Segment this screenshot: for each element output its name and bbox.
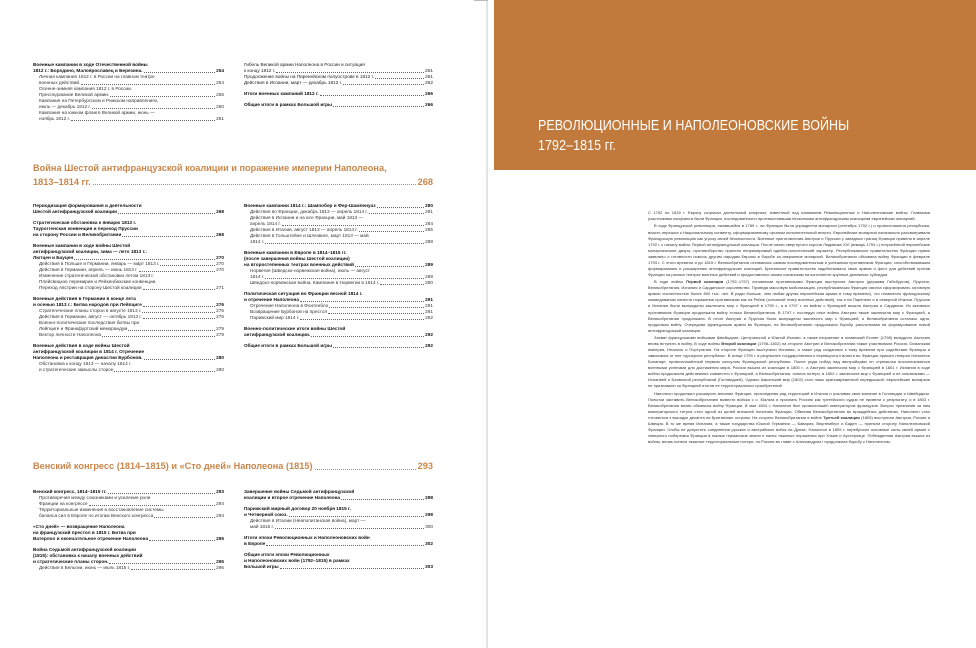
p4-lead: Захват французскими войсками Швейцарии, Центральной и Южной Италии, а также вторжение в османский Египет (1798) вынудило Австрию вновь вступить в войну. В ходе войны [648,335,930,347]
toc-entry[interactable] [33,116,224,122]
toc-entry-page: 260 [216,104,224,109]
p5-rest: (1805) выступили Австрия, Россия и Швеция. В то же время Испания, а также государства Южной Германии — Бавария, Вюртемберг и Баден — приняли сторону Наполеоновской Франции. Чтобы не допустить соединения русских и австрийских войск на Дунае, Наполеон в 1805 г. перебросил основные силы своей армии с северного побережья Франции в южные германские земли и нанес тяжелые поражения при Ульме и Аустерлице. Побежденная Австрия вышла из войны, вновь понеся тяжелые территориальные потери, но Россия во главе с Александром I продолжила борьбу с Наполеоном. [648,415,931,445]
chapter-paragraph-5 [648,391,930,445]
toc-leader-dots [289,516,425,517]
toc-entry[interactable] [244,564,433,570]
toc-entry-title: антифранцузской коалиции. [244,332,311,337]
toc-page [0,0,486,648]
toc-entry-title: июль — декабрь 1812 г. [39,104,91,109]
toc-leader-dots [320,95,424,96]
toc-leader-dots [144,72,216,73]
toc-entry-title: в Европе [244,541,266,546]
toc-top-left [33,62,224,122]
toc-entry-page: 285 [425,227,433,232]
toc-leader-dots [81,84,215,85]
toc-leader-dots [333,347,424,348]
toc-s2-left [33,489,224,571]
p5-lead: Наполеон продолжил расширять влияние Франции, присоединяя ряд территорий в Италии и усиливая свое влияние в Голландии и Швейцарии. Попытки заставить Великобританию вывести войска с о. Мальта и признать Россию как третейского судью не привели к результату, и в 1803 г. Великобритания вновь объявила войну Франции. В мае 1804 г. Наполеон был провозглашён императором французов. Вопрос признания за ним императорского титула стал одной из целей внешней политики Франции. Обвиняя Великобританию во враждебных действиях, Наполеон стал готовиться к высадке десанта на Британские острова. На стороне Великобритании в войне [648,390,930,421]
toc-entry-title: Действия в Бельгии, июнь — июль 1815 г. [39,565,131,570]
toc-entry-page: 279 [216,326,224,331]
toc-leader-dots [329,307,424,308]
toc-entry-title: Общие итоги в рамках Большой игры [244,102,333,107]
toc-entry-title: Изменение стратегической обстановки летом 1813 г. [39,273,154,278]
toc-entry-title: на сторону России и Великобритании [33,232,122,237]
toc-entry-title: Парижский мирный договор 20 ноября 1815 г. [244,506,351,511]
toc-leader-dots [333,106,424,107]
toc-leader-dots [143,306,215,307]
toc-entry-page: 291 [425,297,433,302]
toc-top-right [244,62,433,108]
toc-entry-title: баланса сил в Европе по итогам Венского конгресса [39,513,154,518]
toc-entry-page: 255 [216,92,224,97]
toc-entry-title: Военные действия в ходе войны Шестой [33,343,130,348]
toc-entry-page: 288 [425,239,433,244]
chapter-title-line1: РЕВОЛЮЦИОННЫЕ И НАПОЛЕОНОВСКИЕ ВОЙНЫ [538,118,850,134]
toc-entry-page: 268 [216,209,224,214]
toc-entry-page: 270 [216,261,224,266]
toc-entry-title: Продолжение войны на Пиренейском полуострове в 1812 г. [244,74,375,79]
p4-bold-term: Второй коалиции [721,341,757,347]
toc-entry-title: Тауроггенская конвенция и переход Пруссии [33,226,138,231]
toc-entry-page: 280 [425,203,433,208]
toc-leader-dots [92,108,215,109]
toc-entry-page: 291 [425,309,433,314]
toc-entry-title: Итоги эпохи Революционных и Наполеоновских войн [244,535,370,540]
toc-leader-dots [265,243,424,244]
toc-leader-dots [154,517,215,518]
toc-leader-dots [142,312,215,313]
toc-s1-left [33,203,224,373]
section-title-2-page: 293 [417,461,433,471]
toc-entry-title: Норвегия (Шведско-норвежская война), июль — август [250,268,370,273]
toc-leader-dots [355,266,424,267]
toc-entry-page: 292 [425,315,433,320]
toc-entry-title: Личная кампания 1812 г. в России на главном театре [39,74,155,79]
toc-entry-title: Военные кампании в ходе Отечественной войны [33,62,148,67]
toc-leader-dots [131,569,215,570]
toc-entry-page: 300 [425,524,433,529]
toc-entry-title: Общие итоги эпохи Революционных [244,552,330,557]
toc-entry-title: Обстановка к концу 1813 — началу 1814 г. [39,361,132,366]
toc-leader-dots [280,568,425,569]
toc-entry-title: и отречение Наполеона [244,297,299,302]
toc-entry-title: (1815): обстановка к началу военных действий [33,553,143,558]
toc-entry-page: 261 [425,74,433,79]
toc-entry-title: антифранцузской коалиции, зима — лето 1813 г.: [33,249,147,254]
toc-leader-dots [108,493,216,494]
toc-entry-title: Лейпциге и Франкфуртский меморандум [39,326,128,331]
toc-leader-dots [266,545,424,546]
toc-entry-title: и стратегические замыслы сторон [39,367,114,372]
toc-entry-page: 276 [216,314,224,319]
toc-entry-page: 276 [216,302,224,307]
p3-rest: (1792–1797) основными противниками Франции выступили Австрия (держава Габсбургов), Пруссия, Великобритания, Испания и Сардинское королевство. Проведя массовую мобилизацию, республиканская Франция смогла сформировать огромную армию численностью более 800 тыс. чел. В ряды больше, чем любая другая европейская армия в тому времени), что позволило французскому командованию нанести поражения противникам как на Рейне (основной театр военных действий), так и на Пиренеях и в северной Италии. Пруссия и Испания были вынуждены заключить мир с Францией в 1795 г., а в 1797 г. из войны с Францией вышли Австрия и Сардиния. Из активных противников Франции продолжала войну только Великобритания. В 1797 г. исследуя опыт войны Австрия также заключила мир с Францией, а Великобритания продолжала. В итоге Австрия и Пруссия были вынуждены заключить мир с Францией, и Великобритания осталась одна, продолжая войну. Очередная французская армия во Франции, на Великобританию продолжала борьбу, рассчитывая на формирование новой антифранцузской коалиции. [648,279,930,333]
toc-entry-title: Парижский мир 1814 г. [250,315,300,320]
toc-entry-title: коалиции и второе отречение Наполеона [244,495,341,500]
toc-leader-dots [102,336,215,337]
toc-entry-page: 291 [425,303,433,308]
toc-entry-page: 298 [425,495,433,500]
p4-rest: (1798–1802) на стороне Австрии и Великобритании также участвовали Россия, Османская империя, Неаполь и Португалия. На стороне Франции выступили Испания, а также ряд созданных к тому времени при содействии Франции и зависимых от нее «дочерних республик». В конце 1799 г. в результате государственного переворота к власти во Франции пришел генерал Наполеон Бонапарт, провозглашённый первым консулом Французской республики. После ряда побед над австрийцами он стремился воспользоваться военными успехами для достижения мира. Россия вышла из коалиции в 1800 г., а Австрия заключила мир с Францией в 1801 г. Испания в ходе войны продолжала действовать совместно с Францией, а Великобритания, понеся потери, в 1802 г. заключила мир с Францией и ее союзниками — Испанией и Батавской республикой (Голландией). Однако Амьенский мир (1802) стал лишь кратковременной передышкой: европейские монархии не признавали за Францией итогов ее территориальных приобретений. [648,341,931,389]
toc-entry-page: 295 [216,536,224,541]
toc-leader-dots [139,271,216,272]
toc-entry-title: Действия в Испании и на юге Франции, май 1813 — [250,215,364,220]
toc-entry-page: 302 [425,541,433,546]
toc-leader-dots [328,313,424,314]
toc-entry-title: Гибель Великой армии Наполеона в России и ситуация [244,62,365,67]
toc-leader-dots [282,225,424,226]
chapter-paragraph-3 [648,279,930,333]
toc-entry-title: Военные кампании 1814 г.: Шампобер и Фер-Шампенуаз [244,203,376,208]
p5-bold-term: Третьей коалиции [823,415,860,421]
toc-leader-dots [343,84,424,85]
toc-entry-title: 1814 г. [250,274,265,279]
toc-entry-title: Действия в Италии, август 1813 — апрель 1814 г. [250,227,358,232]
toc-entry-title: Шестой антифранцузской коалиции [33,209,117,214]
toc-entry-page: 276 [216,308,224,313]
toc-leader-dots [149,540,215,541]
toc-entry-title: апрель 1814 г. [250,221,281,226]
chapter-page [488,0,976,648]
toc-leader-dots [74,259,215,260]
toc-entry-page: 270 [216,267,224,272]
toc-entry-title: Лютцен и Бауцен [33,255,74,260]
toc-leader-dots [118,213,215,214]
toc-entry-title: Отречение Наполеона в Фонтенбло [250,303,329,308]
toc-entry-title: Преследование Великой армии. [39,92,110,97]
toc-entry-title: Возвращение Бурбонов на престол [250,309,328,314]
toc-entry-title: на второстепенных театрах военных действий [244,262,354,267]
toc-entry-page: 280 [216,367,224,372]
toc-entry[interactable] [244,343,433,349]
toc-leader-dots [375,78,424,79]
chapter-paragraph-1: С 1792 по 1815 г. Европу сотрясал длительный конфликт, известный под названием Революционные и Наполеоновские войны. Главными участниками конфликта были Франция, последовательно противостоявшая нескольким антифранцузским коалициям европейских монархий. [648,210,930,222]
toc-entry-page: 270 [216,255,224,260]
toc-entry-title: Вектор личности Наполеона [39,332,102,337]
toc-entry-title: Стратегические планы сторон в августе 1813 г. [39,308,142,313]
toc-entry-title: Кампания на Петербургском и Рижском направлениях, [39,98,159,103]
toc-entry-title: Военно-политические последствия битвы при [39,320,140,325]
toc-entry-title: Действия в Германии, август — октябрь 1813 г. [39,314,142,319]
p3-lead: В ходе войны [654,279,684,285]
p3-bold-term: Первой коалиции [686,279,724,285]
toc-entry-title: Действия во Франции, декабрь 1813 — апрель 1814 г. [250,209,368,214]
toc-entry-page: 294 [216,501,224,506]
toc-leader-dots [265,278,424,279]
toc-entry-page: 303 [425,564,433,569]
toc-leader-dots [109,563,215,564]
toc-leader-dots [160,265,215,266]
toc-leader-dots [300,301,424,302]
toc-leader-dots [71,120,215,121]
toc-leader-dots [369,213,424,214]
toc-entry-title: Завершение войны Седьмой антифранцузской [244,489,355,494]
toc-entry-page: 289 [425,262,433,267]
toc-leader-dots [311,336,424,337]
toc-entry-title: Франции на конгрессе [39,501,88,506]
toc-leader-dots [275,528,424,529]
toc-entry-title: май 1815 г. [250,524,274,529]
toc-entry-title: Осенне-зимняя кампания 1812 г. в России. [39,86,133,91]
toc-entry-title: Политическая ситуация во Франции весной 1814 г. [244,291,363,296]
toc-entry-page: 289 [425,274,433,279]
toc-entry[interactable] [33,367,224,373]
toc-entry-page: 293 [216,489,224,494]
toc-leader-dots [110,96,215,97]
toc-entry-page: 292 [425,343,433,348]
toc-leader-dots [144,359,216,360]
toc-leader-dots [380,284,424,285]
toc-entry-page: 294 [216,513,224,518]
toc-entry[interactable] [33,565,224,571]
toc-entry-title: Действия в Гольштейне и Шлезвиге, март 1813 — май [250,233,369,238]
chapter-paragraph-4 [648,335,930,389]
toc-entry-page: 295 [216,559,224,564]
toc-entry-title: Итоги военных кампаний 1812 г. [244,91,319,96]
chapter-title-line2: 1792–1815 гг. [538,138,617,154]
toc-entry-title: Общие итоги в рамках Большой игры [244,343,333,348]
toc-entry-title: «Сто дней» — возвращение Наполеона [33,524,125,529]
toc-entry-title: и Четверной союз. [244,512,288,517]
toc-leader-dots [300,319,424,320]
toc-entry-title: Периодизация формирования и деятельности [33,203,142,208]
toc-entry-title: Действия в Испании, март — декабрь 1812 г. [244,80,343,85]
toc-entry-title: и Наполеоновских войн (1792–1815) в рамках [244,558,350,563]
toc-entry-title: Действия в Италии (Неаполитанская война), март — [250,518,366,523]
toc-leader-dots [143,289,216,290]
toc-entry-title: Война Седьмой антифранцузской коалиции [33,547,137,552]
chapter-paragraph-2: В ходе Французской революции, начавшейся в 1789 г., во Франции была упразднена монархия (сентябрь 1792 г.) и провозглашена республика, власть перешла к Национальному конвенту, сформированному органом исполнительной власти. Европейские монархии изначально рассматривали Французскую революцию как угрозу своей безопасности. Военные приготовления Австрии и Пруссии у западных границ Франции привели в апреле 1792 г. к началу войны Первой антифранцузской коалиции. После казни свергнутого короля Людовика XVI (январь 1793 г.) потрясённой европейские монархические дворы, противоборство приняло непримиримый идейно-политический характер. Республиканское правительство Франции прямо заявляло о готовности помочь другим народам Европы в борьбе за свержение монархий. Великобритания объявила войну Франции в феврале 1793 г. С этого времени и до 1815 г. Великобритания оставалась самым последовательным и успешным противником Франции, способствовавшим формированию и расширению антифранцузских коалиций. Британское правительство задействовало свою армию и флот для действий против Франции на разных театрах военных действий и предоставляло своим союзникам на континенте крупные денежные субсидии. [648,223,930,277]
toc-entry-page: 271 [216,285,224,290]
toc-entry-title: Кампания на южном фланге Великой армии, июнь — [39,110,155,115]
toc-entry-page: 284 [425,221,433,226]
toc-s2-right [244,489,433,570]
toc-entry-page: 254 [216,68,224,73]
toc-entry-page: 261 [216,116,224,121]
toc-entry-title: Наполеона и реставрация династии Бурбонов. [33,355,143,360]
toc-entry-title: (после завершения войны Шестой коалиции) [244,256,350,261]
toc-entry-title: военных действий. [39,80,81,85]
chapter-title [538,116,849,156]
toc-entry-title: Стратегическая обстановка к январю 1813 г. [33,220,137,225]
toc-entry-page: 266 [425,102,433,107]
toc-entry-title: Венский конгресс, 1814–1815 гг. [33,489,107,494]
toc-leader-dots [89,505,216,506]
toc-entry-title: Действия в Польше и Германии, январь — март 1813 г. [39,261,160,266]
chapter-banner [494,0,976,170]
toc-leader-dots [341,499,424,500]
toc-entry-page: 292 [425,332,433,337]
section-title-2 [33,458,433,474]
toc-entry-page: 290 [425,280,433,285]
toc-entry-title: Военные кампании в Европе в 1814–1815 гг. [244,250,347,255]
toc-entry-title: Ватерлоо и окончательное отречение Наполеона [33,536,149,541]
toc-entry-title: 1812 г.: Бородино, Малоярославец и Березина. [33,68,143,73]
toc-entry-title: Действия в Германии, апрель — июнь 1813 г. [39,267,138,272]
toc-entry-page: 279 [216,332,224,337]
toc-entry-title: Противоречия между союзниками и усиление роли [39,495,151,500]
toc-entry-title: Переход Австрии на сторону Шестой коалиции [39,285,142,290]
toc-entry-page: 254 [216,80,224,85]
toc-entry-title: и стратегические планы сторон. [33,559,109,564]
toc-entry-title: Шведско-норвежская война. Кампания в Норвегии в 1814 г. [250,280,380,285]
toc-entry-title: Военные кампании в ходе войны Шестой [33,243,131,248]
toc-leader-dots [377,207,425,208]
toc-entry-title: на французский престол в 1815 г. Битва при [33,530,136,535]
toc-entry-title: 1814 г. [250,239,265,244]
toc-entry-page: 261 [425,68,433,73]
toc-entry-page: 296 [216,565,224,570]
section-title-1-line1: Война Шестой антифранцузской коалиции и поражение империи Наполеона, [33,163,387,173]
toc-entry-title: Территориальные изменения и восстановление системы [39,507,164,512]
toc-s1-right [244,203,433,349]
section-title-2-text: Венский конгресс (1814–1815) и «Сто дней» Наполеона (1815) [33,461,313,471]
toc-entry-page: 266 [425,91,433,96]
toc-leader-dots [276,72,424,73]
toc-entry-title: и осенью 1813 г.: Битва народов при Лейпциге [33,302,142,307]
toc-entry-page: 268 [216,232,224,237]
toc-entry-title: ноябрь 1812 г. [39,116,70,121]
toc-entry-page: 262 [425,80,433,85]
toc-leader-dots [143,318,215,319]
toc-entry-page: 281 [425,209,433,214]
toc-entry-title: антифранцузской коалиции в 1814 г. Отречение [33,349,145,354]
toc-entry-page: 298 [425,512,433,517]
toc-leader-dots [359,231,424,232]
toc-entry-title: Большой игры [244,564,279,569]
toc-leader-dots [114,371,215,372]
section-title-1 [33,161,433,189]
section-title-1-page: 268 [417,177,433,187]
toc-leader-dots [122,236,215,237]
toc-entry-title: к концу 1812 г. [244,68,276,73]
section-title-1-line2: 1813–1814 гг. [33,177,91,187]
toc-entry-title: Плейсвицкое перемирие и Рейхенбахские конвенции. [39,279,157,284]
chapter-body [648,210,930,447]
toc-entry-title: Военные действия в Германии в конце лета [33,296,136,301]
toc-entry-title: Военно-политические итоги войны Шестой [244,326,346,331]
toc-entry[interactable] [244,102,433,108]
toc-entry-page: 280 [216,355,224,360]
toc-leader-dots [128,330,215,331]
